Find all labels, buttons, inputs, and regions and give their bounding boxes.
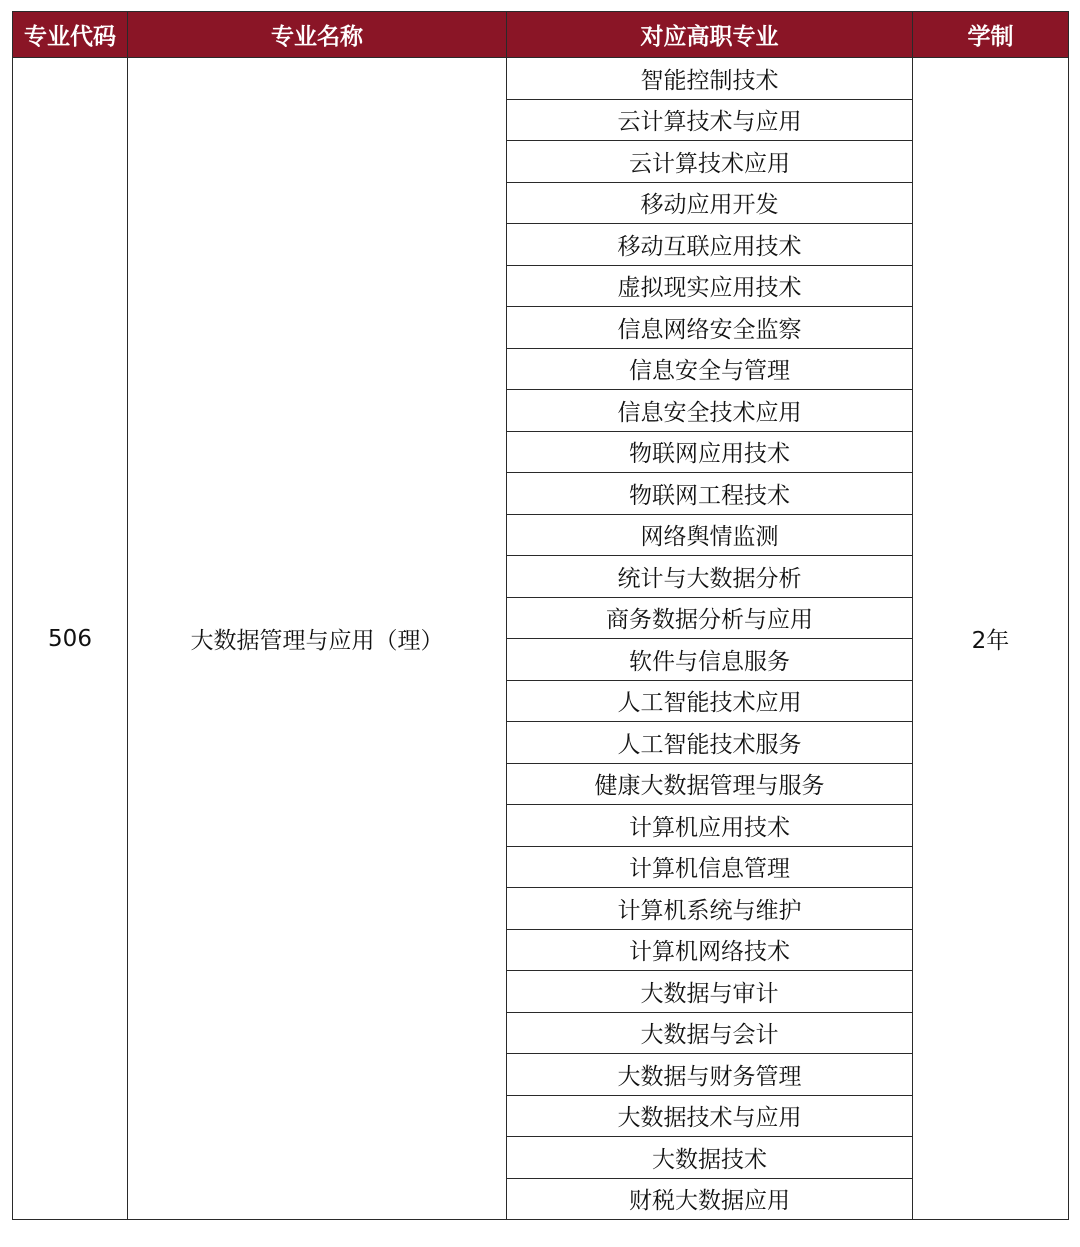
- header-majors: 对应高职专业: [507, 12, 913, 58]
- vocational-major-cell: 云计算技术应用: [507, 141, 913, 183]
- header-duration: 学制: [913, 12, 1069, 58]
- vocational-major-cell: 物联网应用技术: [507, 431, 913, 473]
- vocational-major-cell: 物联网工程技术: [507, 473, 913, 515]
- vocational-major-cell: 智能控制技术: [507, 58, 913, 100]
- table-row: [13, 58, 1069, 100]
- vocational-major-cell: 大数据与财务管理: [507, 1054, 913, 1096]
- header-row: [13, 12, 1069, 58]
- vocational-major-cell: 大数据与审计: [507, 971, 913, 1013]
- vocational-major-cell: 大数据技术与应用: [507, 1095, 913, 1137]
- vocational-major-cell: 网络舆情监测: [507, 514, 913, 556]
- vocational-major-cell: 移动互联应用技术: [507, 224, 913, 266]
- vocational-major-cell: 计算机网络技术: [507, 929, 913, 971]
- header-code: 专业代码: [13, 12, 128, 58]
- vocational-major-cell: 人工智能技术应用: [507, 680, 913, 722]
- duration-cell: 2年: [913, 58, 1069, 1220]
- vocational-major-cell: 信息安全与管理: [507, 348, 913, 390]
- major-table: [12, 11, 1069, 1220]
- vocational-major-cell: 计算机信息管理: [507, 846, 913, 888]
- vocational-major-cell: 虚拟现实应用技术: [507, 265, 913, 307]
- vocational-major-cell: 人工智能技术服务: [507, 722, 913, 764]
- vocational-major-cell: 计算机应用技术: [507, 805, 913, 847]
- major-table-container: [12, 11, 1068, 1220]
- vocational-major-cell: 信息网络安全监察: [507, 307, 913, 349]
- vocational-major-cell: 统计与大数据分析: [507, 556, 913, 598]
- major-name-cell: 大数据管理与应用（理）: [128, 58, 507, 1220]
- vocational-major-cell: 软件与信息服务: [507, 639, 913, 681]
- vocational-major-cell: 大数据技术: [507, 1137, 913, 1179]
- vocational-major-cell: 大数据与会计: [507, 1012, 913, 1054]
- vocational-major-cell: 健康大数据管理与服务: [507, 763, 913, 805]
- table-body: [13, 58, 1069, 1220]
- vocational-major-cell: 财税大数据应用: [507, 1178, 913, 1220]
- header-name: 专业名称: [128, 12, 507, 58]
- vocational-major-cell: 云计算技术与应用: [507, 99, 913, 141]
- vocational-major-cell: 商务数据分析与应用: [507, 597, 913, 639]
- vocational-major-cell: 信息安全技术应用: [507, 390, 913, 432]
- vocational-major-cell: 移动应用开发: [507, 182, 913, 224]
- vocational-major-cell: 计算机系统与维护: [507, 888, 913, 930]
- major-code-cell: 506: [13, 58, 128, 1220]
